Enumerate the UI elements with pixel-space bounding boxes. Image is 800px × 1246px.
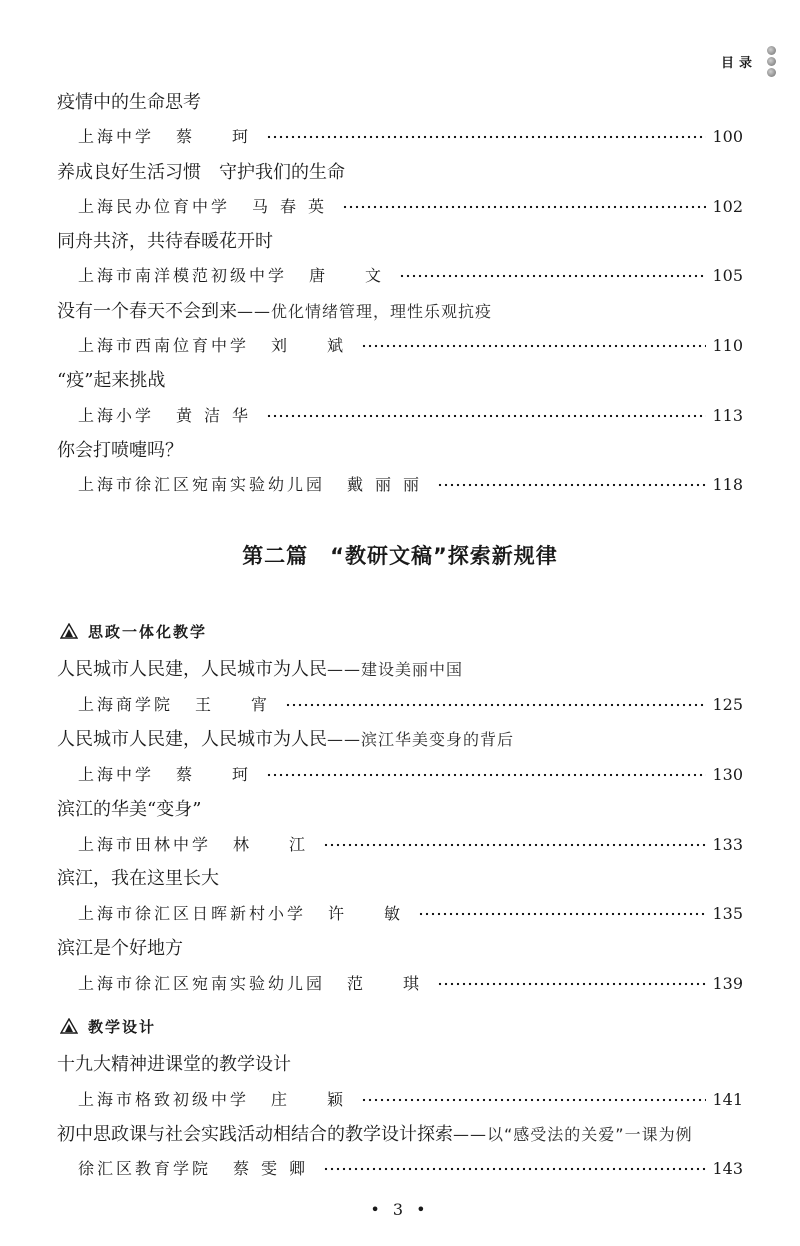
entry-author: 林 江 [233, 835, 318, 854]
entry-author-line [78, 332, 743, 360]
entry-school: 上海中学 [78, 765, 155, 784]
entry-school: 上海市徐汇区日晖新村小学 [78, 904, 307, 923]
entry-author: 范 琪 [347, 974, 432, 993]
entry-title: 你会打喷嚏吗？ [57, 440, 183, 461]
entry-school: 上海市田林中学 [78, 835, 212, 854]
page-header [721, 46, 776, 77]
section-label: 教学设计 [88, 1017, 157, 1036]
entry-author: 庄 颖 [271, 1090, 356, 1109]
entry-author: 黄洁华 [176, 406, 261, 425]
entry-title: 人民城市人民建，人民城市为人民——建设美丽中国 [57, 659, 464, 680]
entry-author: 蔡雯卿 [233, 1159, 318, 1178]
section-label: 思政一体化教学 [88, 622, 208, 641]
entry-school: 上海中学 [78, 127, 155, 146]
entry-title: 没有一个春天不会到来——优化情绪管理，理性乐观抗疫 [57, 301, 493, 322]
entry-page-number: 125 [712, 695, 743, 714]
entry-title: 十九大精神进课堂的教学设计 [57, 1054, 291, 1075]
entry-author: 刘 斌 [271, 336, 356, 355]
dot-leader [266, 135, 706, 139]
entry-author: 蔡 珂 [176, 127, 261, 146]
entry-title: 养成良好生活习惯 守护我们的生命 [57, 162, 345, 183]
entry-title: 人民城市人民建，人民城市为人民——滨江华美变身的背后 [57, 729, 515, 750]
entry-author-line [78, 471, 743, 499]
entry-page-number: 143 [712, 1159, 743, 1178]
entry-title: 滨江的华美“变身” [57, 799, 202, 820]
dot-leader [418, 912, 706, 916]
entry-school: 上海商学院 [78, 695, 174, 714]
entry-school: 上海民办位育中学 [78, 197, 231, 216]
entry-title: “疫”起来挑战 [57, 370, 166, 391]
entry-page-number: 141 [712, 1090, 743, 1109]
dot-leader [266, 773, 706, 777]
entry-page-number: 105 [712, 266, 743, 285]
entry-author-line [78, 262, 743, 290]
entry-author-line [78, 900, 743, 928]
entry-author: 许 敏 [328, 904, 413, 923]
entry-school: 徐汇区教育学院 [78, 1159, 212, 1178]
entry-school: 上海市徐汇区宛南实验幼儿园 [78, 475, 326, 494]
entry-page-number: 102 [712, 197, 743, 216]
entry-page-number: 100 [712, 127, 743, 146]
entry-page-number: 118 [712, 475, 743, 494]
entry-page-number: 135 [712, 904, 743, 923]
entry-school: 上海市南洋模范初级中学 [78, 266, 288, 285]
triangle-icon [60, 1018, 78, 1034]
part-title: 第二篇 “教研文稿”探索新规律 [242, 544, 558, 568]
page-number: • 3 • [370, 1200, 430, 1219]
dot-leader [323, 1167, 706, 1171]
triangle-icon [60, 623, 78, 639]
dot-leader [361, 344, 706, 348]
entry-author-line [78, 1086, 743, 1114]
header-dots-ornament [767, 46, 776, 77]
entry-author-line [78, 831, 743, 859]
entry-title: 初中思政课与社会实践活动相结合的教学设计探索——以“感受法的关爱”一课为例 [57, 1124, 693, 1145]
dot-leader [323, 843, 706, 847]
entry-author-line [78, 1155, 743, 1183]
entry-title: 滨江是个好地方 [57, 938, 183, 959]
entry-author-line [78, 123, 743, 151]
entry-school: 上海市格致初级中学 [78, 1090, 250, 1109]
entry-author-line [78, 193, 743, 221]
entry-page-number: 133 [712, 835, 743, 854]
entry-author-line [78, 402, 743, 430]
entry-school: 上海市徐汇区宛南实验幼儿园 [78, 974, 326, 993]
dot-leader [361, 1098, 706, 1102]
dot-leader [437, 483, 706, 487]
entry-author: 王 宵 [195, 695, 280, 714]
entry-author-line [78, 761, 743, 789]
entry-author: 蔡 珂 [176, 765, 261, 784]
dot-leader [266, 414, 706, 418]
entry-school: 上海小学 [78, 406, 155, 425]
header-title: 目录 [720, 56, 757, 71]
entry-title: 同舟共济，共待春暖花开时 [57, 231, 273, 252]
entry-author-line [78, 691, 743, 719]
dot-leader [437, 982, 706, 986]
section-header [60, 619, 207, 643]
entry-page-number: 130 [712, 765, 743, 784]
dot-leader [342, 205, 706, 209]
entry-title: 疫情中的生命思考 [57, 92, 201, 113]
ornament-dot [767, 68, 776, 77]
entry-page-number: 113 [712, 406, 743, 425]
entry-author: 马春英 [252, 197, 337, 216]
entry-author-line [78, 970, 743, 998]
entry-school: 上海市西南位育中学 [78, 336, 250, 355]
entry-page-number: 139 [712, 974, 743, 993]
dot-leader [399, 274, 706, 278]
entry-title: 滨江，我在这里长大 [57, 868, 219, 889]
section-header [60, 1014, 156, 1038]
entry-page-number: 110 [712, 336, 743, 355]
dot-leader [285, 703, 706, 707]
entry-author: 唐 文 [309, 266, 394, 285]
entry-author: 戴丽丽 [347, 475, 432, 494]
ornament-dot [767, 46, 776, 55]
ornament-dot [767, 57, 776, 66]
